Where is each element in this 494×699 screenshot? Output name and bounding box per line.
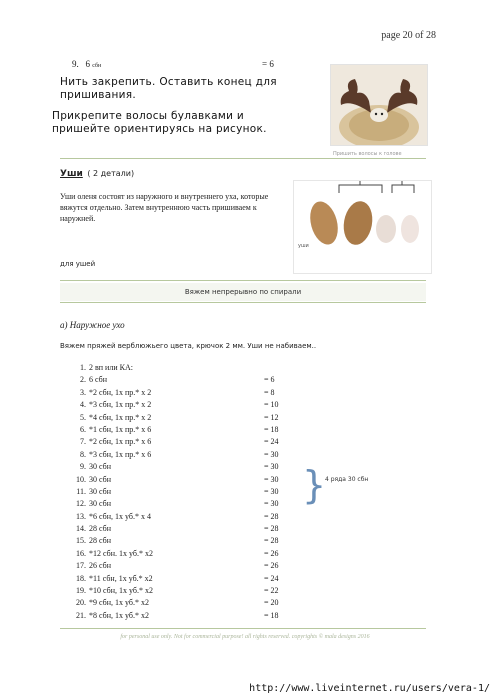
pattern-row bbox=[72, 523, 312, 535]
pattern-row bbox=[72, 387, 312, 399]
section-intro: Вяжем пряжей верблюжьего цвета, крючок 2 мм. Уши не набиваем.. bbox=[60, 342, 317, 350]
row-instruction: *11 сбн, 1х уб.* х2 bbox=[89, 573, 153, 583]
pattern-row bbox=[72, 424, 312, 436]
row-number: 9. bbox=[80, 462, 86, 472]
row-number: 13. bbox=[76, 511, 86, 521]
row-count: = 30 bbox=[264, 462, 279, 472]
row-number: 1. bbox=[80, 363, 86, 372]
row-count: = 20 bbox=[264, 598, 279, 608]
pattern-row bbox=[72, 548, 312, 560]
row-count: = 30 bbox=[264, 499, 279, 509]
source-url[interactable]: http://www.liveinternet.ru/users/vera-1/ bbox=[249, 683, 490, 694]
row-instruction: *6 сбн, 1х уб.* х 4 bbox=[89, 511, 151, 521]
row-instruction: 28 сбн bbox=[89, 536, 111, 546]
pattern-row bbox=[72, 436, 312, 448]
pattern-row bbox=[72, 610, 312, 622]
pattern-row bbox=[72, 535, 312, 547]
ears-description: Уши оленя состоят из наружного и внутреннего уха, которые вяжутся отдельно. Затем внутреннюю часть пришиваем к наружней. bbox=[60, 192, 269, 223]
pattern-rows bbox=[72, 362, 312, 622]
row-instruction: *12 сбн. 1х уб.* х2 bbox=[89, 548, 153, 558]
row-instruction: *8 сбн, 1х уб.* х2 bbox=[89, 610, 149, 620]
row-count: = 22 bbox=[264, 586, 279, 596]
row-number: 7. bbox=[80, 437, 86, 447]
row-count: = 8 bbox=[264, 387, 275, 397]
row-instruction: *1 сбн, 1х пр.* х 6 bbox=[89, 424, 152, 434]
pattern-row bbox=[72, 461, 312, 473]
photo-caption: Пришить волосы к голове bbox=[333, 151, 402, 157]
row-number: 20. bbox=[76, 598, 86, 608]
instruction-line: Прикрепите волосы булавками и bbox=[52, 110, 245, 122]
row-number: 18. bbox=[76, 573, 86, 583]
row-count: = 12 bbox=[264, 412, 279, 422]
instruction-line: Нить закрепить. Оставить конец для bbox=[60, 76, 277, 88]
row-instruction: *3 сбн, 1х пр.* х 6 bbox=[89, 449, 152, 459]
row-9-count: = 6 bbox=[262, 59, 274, 69]
copyright-footer: for personal use only. Not for commercial purpose! all rights reserved. copyrights © mala designs 2016 bbox=[120, 634, 370, 640]
row-instruction: 30 сбн bbox=[89, 499, 111, 509]
divider bbox=[60, 158, 426, 159]
row-number: 14. bbox=[76, 524, 86, 534]
row-instruction: 28 сбн bbox=[89, 524, 111, 534]
row-number: 21. bbox=[76, 610, 86, 620]
row-count: = 26 bbox=[264, 561, 279, 571]
row-instruction: 6 сбн bbox=[89, 375, 107, 385]
brace-label: 4 ряда 30 сбн bbox=[325, 476, 369, 483]
instruction-line: пришейте ориентируясь на рисунок. bbox=[52, 123, 267, 135]
spiral-note-band: Вяжем непрерывно по спирали bbox=[60, 283, 426, 301]
row-number: 17. bbox=[76, 561, 86, 571]
pattern-row bbox=[72, 560, 312, 572]
row-count: = 18 bbox=[264, 610, 279, 620]
row-count: = 10 bbox=[264, 400, 279, 410]
pattern-row bbox=[72, 362, 312, 374]
row-number: 6. bbox=[80, 424, 86, 434]
divider bbox=[60, 302, 426, 303]
row-number: 10. bbox=[76, 474, 86, 484]
row-number: 16. bbox=[76, 548, 86, 558]
page-number: page 20 of 28 bbox=[381, 30, 436, 41]
pattern-row bbox=[72, 511, 312, 523]
row-instruction: *9 сбн, 1х уб.* х2 bbox=[89, 598, 149, 608]
pattern-row bbox=[72, 585, 312, 597]
row-count: = 28 bbox=[264, 524, 279, 534]
row-instruction: 30 сбн bbox=[89, 474, 111, 484]
ears-heading: Уши ( 2 детали) bbox=[60, 169, 135, 179]
row-number: 4. bbox=[80, 400, 86, 410]
pattern-row bbox=[72, 573, 312, 585]
brace-icon: } bbox=[302, 463, 327, 507]
pattern-row bbox=[72, 474, 312, 486]
pattern-row bbox=[72, 374, 312, 386]
row-count: = 24 bbox=[264, 573, 279, 583]
row-instruction: *2 сбн, 1х пр.* х 2 bbox=[89, 387, 152, 397]
for-ears-text: для ушей bbox=[60, 260, 96, 268]
row-number: 8. bbox=[80, 449, 86, 459]
instruction-line: пришивания. bbox=[60, 89, 137, 101]
row-count: = 30 bbox=[264, 486, 279, 496]
row-count: = 30 bbox=[264, 449, 279, 459]
divider bbox=[60, 280, 426, 281]
divider bbox=[60, 628, 426, 629]
row-count: = 26 bbox=[264, 548, 279, 558]
row-number: 3. bbox=[80, 387, 86, 397]
row-instruction: *2 сбн, 1х пр.* х 6 bbox=[89, 437, 152, 447]
row-count: = 24 bbox=[264, 437, 279, 447]
ears-photo-label: уши bbox=[298, 243, 309, 249]
row-instruction: *3 сбн, 1х пр.* х 2 bbox=[89, 400, 152, 410]
pattern-row bbox=[72, 449, 312, 461]
row-number: 15. bbox=[76, 536, 86, 546]
ears-photo bbox=[293, 180, 432, 274]
pattern-row bbox=[72, 597, 312, 609]
row-instruction: 26 сбн bbox=[89, 561, 111, 571]
row-number: 12. bbox=[76, 499, 86, 509]
row-count: = 6 bbox=[264, 375, 275, 385]
row-number: 5. bbox=[80, 412, 86, 422]
pattern-row bbox=[72, 486, 312, 498]
row-count: = 30 bbox=[264, 474, 279, 484]
row-9-text: 9. 6 сбн bbox=[72, 59, 102, 69]
row-instruction: *4 сбн, 1х пр.* х 2 bbox=[89, 412, 152, 422]
row-count: = 28 bbox=[264, 536, 279, 546]
pattern-row bbox=[72, 412, 312, 424]
row-instruction: 30 сбн bbox=[89, 486, 111, 496]
row-count: = 28 bbox=[264, 511, 279, 521]
row-instruction: 30 сбн bbox=[89, 462, 111, 472]
row-instruction: 2 вп или КА: bbox=[89, 363, 133, 372]
row-number: 2. bbox=[80, 375, 86, 385]
row-count: = 18 bbox=[264, 424, 279, 434]
pattern-row bbox=[72, 399, 312, 411]
row-number: 19. bbox=[76, 586, 86, 596]
deer-head-photo bbox=[330, 64, 428, 146]
row-instruction: *10 сбн, 1х уб.* х2 bbox=[89, 586, 153, 596]
row-number: 11. bbox=[76, 486, 86, 496]
section-subtitle: а) Наружное ухо bbox=[60, 320, 125, 330]
pattern-row bbox=[72, 498, 312, 510]
